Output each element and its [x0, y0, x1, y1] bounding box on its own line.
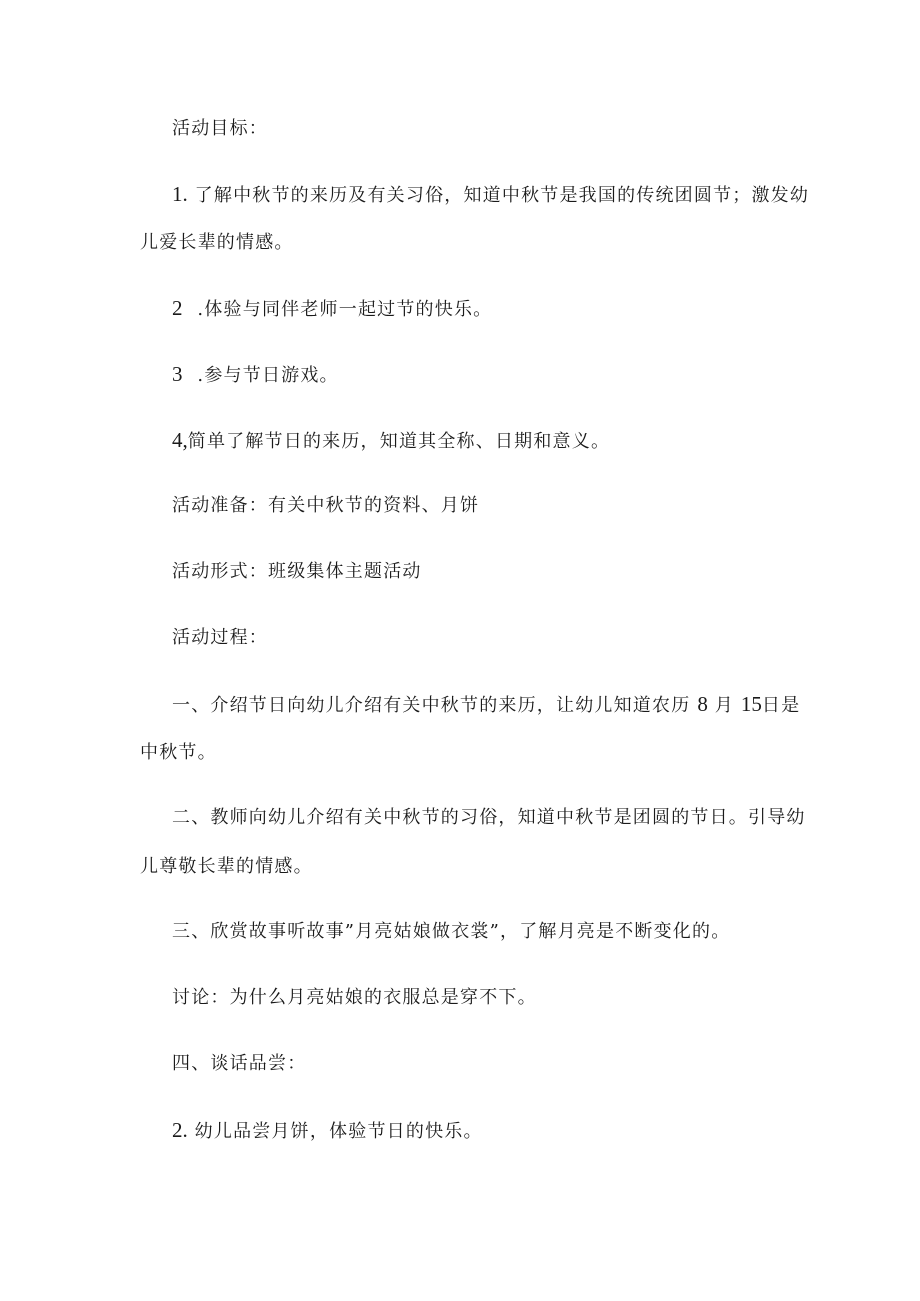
goal-4-number: 4,	[172, 428, 188, 452]
goal-3	[172, 362, 339, 388]
goal-3-text: .参与节日游戏。	[197, 365, 339, 386]
goal-1-number: 1.	[172, 182, 188, 206]
tasting-text: 幼儿品尝月饼，体验节日的快乐。	[194, 1121, 483, 1142]
goal-4	[172, 428, 610, 454]
activity-preparation: 活动准备：有关中秋节的资料、月饼	[172, 495, 480, 516]
step-1-day-label: 日是	[761, 695, 801, 716]
goal-2	[172, 296, 492, 322]
step-2-line-1: 二、教师向幼儿介绍有关中秋节的习俗，知道中秋节是团圆的节日。引导幼	[172, 807, 806, 828]
goal-3-number: 3	[172, 362, 183, 386]
process-heading: 活动过程：	[172, 627, 268, 648]
tasting-item	[172, 1118, 483, 1144]
step-1-line-2: 中秋节。	[140, 742, 217, 763]
step-1-day: 15	[740, 692, 762, 716]
activity-form: 活动形式：班级集体主题活动	[172, 561, 422, 582]
tasting-number: 2.	[172, 1118, 188, 1142]
step-1-text: 一、介绍节日向幼儿介绍有关中秋节的来历，让幼儿知道农历	[172, 695, 691, 716]
discussion: 讨论：为什么月亮姑娘的衣服总是穿不下。	[172, 987, 537, 1008]
step-1-month-label: 月	[714, 695, 734, 716]
step-3: 三、欣赏故事听故事”月亮姑娘做衣裳”，了解月亮是不断变化的。	[172, 921, 731, 942]
step-1-month: 8	[697, 692, 708, 716]
step-4-heading: 四、谈话品尝：	[172, 1053, 307, 1074]
goal-1-line-2: 儿爱长辈的情感。	[140, 232, 294, 253]
goal-2-text: .体验与同伴老师一起过节的快乐。	[197, 299, 493, 320]
goal-1-text: 了解中秋节的来历及有关习俗，知道中秋节是我国的传统团圆节；激发幼	[194, 185, 810, 206]
goals-heading: 活动目标：	[172, 118, 268, 139]
goal-2-number: 2	[172, 296, 183, 320]
step-1-line-1	[172, 692, 800, 718]
goal-1-line-1	[172, 182, 809, 208]
goal-4-text: 简单了解节日的来历，知道其全称、日期和意义。	[187, 431, 611, 452]
step-2-line-2: 儿尊敬长辈的情感。	[140, 856, 313, 877]
